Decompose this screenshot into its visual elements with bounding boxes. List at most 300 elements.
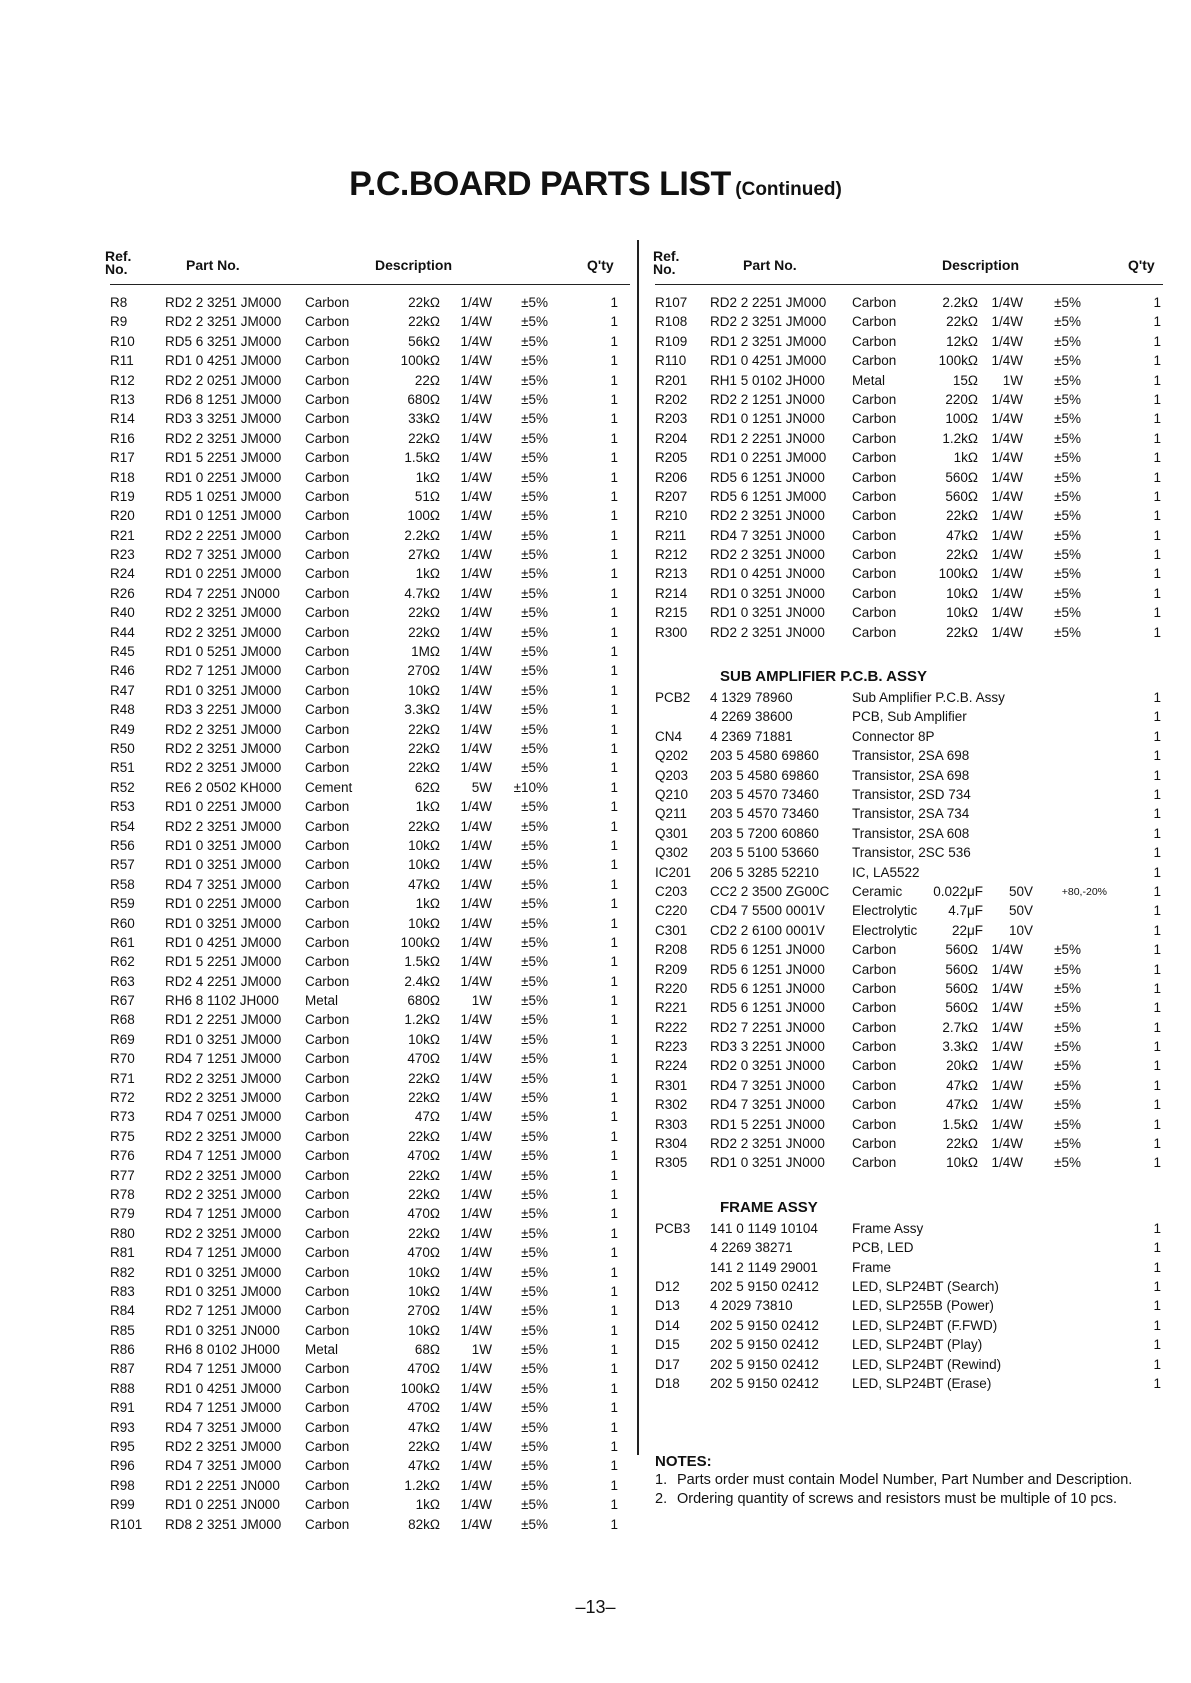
tolerance-cell: ±5% <box>521 934 548 950</box>
tolerance-cell: ±5% <box>521 1497 548 1513</box>
part-number-cell: RD2 2 3251 JM000 <box>165 760 282 776</box>
qty-cell: 1 <box>1153 508 1161 524</box>
type-cell: Carbon <box>305 1070 350 1086</box>
qty-cell: 1 <box>610 1283 618 1299</box>
part-number-cell: RD1 0 3251 JN000 <box>710 605 825 621</box>
part-number-cell: 203 5 7200 60860 <box>710 825 819 841</box>
ref-cell: R303 <box>655 1116 688 1132</box>
qty-cell: 1 <box>610 1361 618 1377</box>
ref-cell: R52 <box>110 779 135 795</box>
qty-cell: 1 <box>610 1128 618 1144</box>
wattage-cell: 1/4W <box>460 1380 492 1396</box>
qty-cell: 1 <box>610 993 618 1009</box>
table-row <box>110 1185 630 1204</box>
table-row <box>110 1515 630 1534</box>
qty-cell: 1 <box>1153 566 1161 582</box>
part-number-cell: 203 5 4580 69860 <box>710 748 819 764</box>
part-number-cell: RD2 2 3251 JM000 <box>165 1167 282 1183</box>
value-cell: 10kΩ <box>408 857 440 873</box>
qty-cell: 1 <box>610 1051 618 1067</box>
part-number-cell: 4 2369 71881 <box>710 728 793 744</box>
description-cell: Frame Assy <box>852 1220 924 1236</box>
tolerance-cell: ±5% <box>1054 391 1081 407</box>
description-cell: Transistor, 2SA 698 <box>852 748 970 764</box>
table-row <box>110 545 630 564</box>
qty-cell: 1 <box>610 411 618 427</box>
part-number-cell: 4 2029 73810 <box>710 1298 793 1314</box>
type-cell: Carbon <box>852 1039 897 1055</box>
note-item <box>655 1491 1155 1509</box>
tolerance-cell: ±5% <box>1054 430 1081 446</box>
qty-cell: 1 <box>1153 1000 1161 1016</box>
qty-cell: 1 <box>610 799 618 815</box>
value-cell: 47kΩ <box>408 1419 440 1435</box>
tolerance-cell: ±10% <box>513 779 548 795</box>
qty-cell: 1 <box>1153 547 1161 563</box>
qty-cell: 1 <box>610 857 618 873</box>
table-row <box>655 1115 1163 1134</box>
wattage-cell: 1/4W <box>460 1477 492 1493</box>
part-number-cell: RH6 8 1102 JH000 <box>165 993 279 1009</box>
ref-cell: R18 <box>110 469 135 485</box>
table-row <box>110 1010 630 1029</box>
wattage-cell: 1/4W <box>460 663 492 679</box>
qty-cell: 1 <box>1153 767 1161 783</box>
table-row <box>110 1243 630 1262</box>
ref-cell: R19 <box>110 488 135 504</box>
type-cell: Carbon <box>305 1264 350 1280</box>
ref-cell: D17 <box>655 1356 680 1372</box>
qty-cell: 1 <box>1153 527 1161 543</box>
type-cell: Carbon <box>305 469 350 485</box>
part-number-cell: 4 2269 38271 <box>710 1240 793 1256</box>
qty-cell: 1 <box>610 488 618 504</box>
tolerance-cell: ±5% <box>521 1419 548 1435</box>
type-cell: Carbon <box>852 391 897 407</box>
ref-cell: R302 <box>655 1097 688 1113</box>
part-number-cell: RD1 0 2251 JM000 <box>710 450 827 466</box>
part-number-cell: RD1 0 3251 JM000 <box>165 1031 282 1047</box>
qty-cell: 1 <box>610 527 618 543</box>
table-row <box>110 836 630 855</box>
type-cell: Carbon <box>852 488 897 504</box>
part-number-cell: CD2 2 6100 0001V <box>710 922 825 938</box>
wattage-cell: 1/4W <box>460 1070 492 1086</box>
value-cell: 33kΩ <box>408 411 440 427</box>
qty-cell: 1 <box>1153 690 1161 706</box>
qty-cell: 1 <box>1153 1039 1161 1055</box>
qty-cell: 1 <box>1153 961 1161 977</box>
tolerance-cell: ±5% <box>521 954 548 970</box>
tolerance-cell: ±5% <box>521 818 548 834</box>
type-cell: Carbon <box>305 721 350 737</box>
part-number-cell: RD1 0 2251 JN000 <box>165 1497 280 1513</box>
table-row <box>110 1456 630 1475</box>
value-cell: 27kΩ <box>408 547 440 563</box>
header-ref: Ref. No. <box>105 248 132 277</box>
part-number-cell: RD2 2 3251 JM000 <box>165 740 282 756</box>
part-number-cell: RD5 6 1251 JM000 <box>710 488 827 504</box>
ref-cell: R88 <box>110 1380 135 1396</box>
description-cell: Frame <box>852 1259 892 1275</box>
value-cell: 1.5kΩ <box>404 450 440 466</box>
value-cell: 68Ω <box>414 1342 440 1358</box>
value-cell: 100kΩ <box>400 353 440 369</box>
tolerance-cell: ±5% <box>1054 1000 1081 1016</box>
ref-cell: R300 <box>655 624 688 640</box>
tolerance-cell: ±5% <box>1054 353 1081 369</box>
table-row <box>655 901 1163 920</box>
ref-cell: R224 <box>655 1058 688 1074</box>
part-number-cell: RD1 2 3251 JM000 <box>710 333 827 349</box>
tolerance-cell: ±5% <box>521 508 548 524</box>
table-row <box>110 1127 630 1146</box>
qty-cell: 1 <box>610 1516 618 1532</box>
part-number-cell: RD2 2 3251 JM000 <box>165 1225 282 1241</box>
ref-cell: R204 <box>655 430 688 446</box>
wattage-cell: 1/4W <box>460 1012 492 1028</box>
qty-cell: 1 <box>1153 728 1161 744</box>
part-number-cell: RD1 0 3251 JN000 <box>165 1322 280 1338</box>
part-number-cell: RD1 0 2251 JM000 <box>165 566 282 582</box>
tolerance-cell: ±5% <box>521 993 548 1009</box>
table-row <box>110 1379 630 1398</box>
type-cell: Carbon <box>305 333 350 349</box>
wattage-cell: 1/4W <box>460 1109 492 1125</box>
qty-cell: 1 <box>1153 942 1161 958</box>
part-number-cell: RD2 2 0251 JM000 <box>165 372 282 388</box>
qty-cell: 1 <box>610 702 618 718</box>
table-row <box>110 875 630 894</box>
table-row <box>110 739 630 758</box>
ref-cell: R304 <box>655 1136 688 1152</box>
type-cell: Carbon <box>305 876 350 892</box>
part-number-cell: 203 5 5100 53660 <box>710 845 819 861</box>
type-cell: Carbon <box>852 1000 897 1016</box>
tolerance-cell: ±5% <box>521 1264 548 1280</box>
table-row <box>655 1056 1163 1075</box>
table-row <box>110 603 630 622</box>
table-row <box>655 564 1163 583</box>
value-cell: 51Ω <box>414 488 440 504</box>
value-cell: 560Ω <box>945 1000 978 1016</box>
wattage-cell: 1/4W <box>460 1031 492 1047</box>
qty-cell: 1 <box>610 1012 618 1028</box>
value-cell: 22kΩ <box>408 430 440 446</box>
qty-cell: 1 <box>610 1400 618 1416</box>
value-cell: 220Ω <box>945 391 978 407</box>
type-cell: Carbon <box>305 430 350 446</box>
type-cell: Carbon <box>305 1090 350 1106</box>
type-cell: Carbon <box>305 915 350 931</box>
part-number-cell: RD2 2 3251 JM000 <box>165 1128 282 1144</box>
ref-cell: Q301 <box>655 825 689 841</box>
table-row <box>655 1335 1163 1354</box>
wattage-cell: 1/4W <box>460 1128 492 1144</box>
qty-cell: 1 <box>1153 845 1161 861</box>
value-cell: 470Ω <box>407 1361 440 1377</box>
value-cell: 1.2kΩ <box>404 1477 440 1493</box>
table-header <box>655 246 1163 285</box>
part-number-cell: RD4 7 3251 JN000 <box>710 527 825 543</box>
ref-cell: R60 <box>110 915 135 931</box>
value-cell: 22kΩ <box>946 624 978 640</box>
tolerance-cell: ±5% <box>521 1128 548 1144</box>
table-row <box>110 351 630 370</box>
voltage-cell: 50V <box>1008 903 1033 919</box>
ref-cell: Q210 <box>655 786 689 802</box>
table-row <box>655 293 1163 312</box>
part-number-cell: RD1 0 4251 JN000 <box>710 566 825 582</box>
ref-cell: R223 <box>655 1039 688 1055</box>
table-row <box>655 863 1163 882</box>
header-description: Description <box>375 257 453 273</box>
value-cell: 22kΩ <box>946 1136 978 1152</box>
value-cell: 1MΩ <box>411 644 440 660</box>
wattage-cell: 1/4W <box>460 954 492 970</box>
part-number-cell: RD2 2 3251 JM000 <box>165 1439 282 1455</box>
part-number-cell: RD5 6 1251 JN000 <box>710 961 825 977</box>
description-cell: Transistor, 2SC 536 <box>852 845 971 861</box>
ref-cell: R20 <box>110 508 135 524</box>
type-cell: Carbon <box>305 527 350 543</box>
qty-cell: 1 <box>610 837 618 853</box>
tolerance-cell: ±5% <box>1054 1039 1081 1055</box>
value-cell: 10kΩ <box>408 1322 440 1338</box>
part-number-cell: RD4 7 1251 JM000 <box>165 1206 282 1222</box>
ref-cell: R96 <box>110 1458 135 1474</box>
ref-cell: R109 <box>655 333 688 349</box>
tolerance-cell: ±5% <box>521 1148 548 1164</box>
part-number-cell: RD2 2 3251 JM000 <box>165 624 282 640</box>
description-cell: Transistor, 2SA 734 <box>852 806 970 822</box>
value-cell: 47kΩ <box>408 876 440 892</box>
qty-cell: 1 <box>610 1090 618 1106</box>
part-number-cell: RD1 5 2251 JN000 <box>710 1116 825 1132</box>
qty-cell: 1 <box>1153 980 1161 996</box>
table-row <box>655 1355 1163 1374</box>
wattage-cell: 1/4W <box>460 973 492 989</box>
table-row <box>655 940 1163 959</box>
qty-cell: 1 <box>610 508 618 524</box>
qty-cell: 1 <box>1153 806 1161 822</box>
wattage-cell: 1/4W <box>991 314 1023 330</box>
value-cell: 22kΩ <box>408 721 440 737</box>
type-cell: Carbon <box>852 411 897 427</box>
title-main: P.C.BOARD PARTS LIST <box>349 165 731 203</box>
type-cell: Carbon <box>305 663 350 679</box>
table-row <box>110 1437 630 1456</box>
tolerance-cell: ±5% <box>521 605 548 621</box>
tolerance-cell: ±5% <box>521 1167 548 1183</box>
value-cell: 47kΩ <box>408 1458 440 1474</box>
ref-cell: R62 <box>110 954 135 970</box>
ref-cell: R47 <box>110 682 135 698</box>
value-cell: 22kΩ <box>408 1186 440 1202</box>
table-row <box>110 661 630 680</box>
wattage-cell: 1W <box>471 993 492 1009</box>
value-cell: 10kΩ <box>408 1264 440 1280</box>
value-cell: 470Ω <box>407 1400 440 1416</box>
table-header <box>105 246 630 285</box>
tolerance-cell: ±5% <box>521 1342 548 1358</box>
type-cell: Carbon <box>305 837 350 853</box>
ref-cell: R85 <box>110 1322 135 1338</box>
value-cell: 20kΩ <box>946 1058 978 1074</box>
ref-cell: R46 <box>110 663 135 679</box>
ref-cell: R9 <box>110 314 128 330</box>
wattage-cell: 1/4W <box>991 527 1023 543</box>
wattage-cell: 1/4W <box>460 818 492 834</box>
ref-cell: R13 <box>110 391 135 407</box>
ref-cell: Q203 <box>655 767 689 783</box>
wattage-cell: 1/4W <box>460 585 492 601</box>
tolerance-cell: ±5% <box>521 896 548 912</box>
qty-cell: 1 <box>610 333 618 349</box>
tolerance-cell: ±5% <box>1054 585 1081 601</box>
tolerance-cell: ±5% <box>521 1186 548 1202</box>
qty-cell: 1 <box>1153 1220 1161 1236</box>
type-cell: Carbon <box>305 295 350 310</box>
value-cell: 100Ω <box>945 411 978 427</box>
qty-cell: 1 <box>610 314 618 330</box>
part-number-cell: RD2 2 3251 JM000 <box>165 314 282 330</box>
note-item <box>655 1472 1155 1490</box>
tolerance-cell: ±5% <box>1054 980 1081 996</box>
value-cell: 1.2kΩ <box>942 430 978 446</box>
type-cell: Carbon <box>852 469 897 485</box>
ref-cell: R40 <box>110 605 135 621</box>
part-number-cell: RD1 0 4251 JM000 <box>165 934 282 950</box>
qty-cell: 1 <box>610 779 618 795</box>
table-row <box>110 332 630 351</box>
tolerance-cell: ±5% <box>521 1322 548 1338</box>
value-cell: 22kΩ <box>408 818 440 834</box>
part-number-cell: 202 5 9150 02412 <box>710 1278 819 1294</box>
wattage-cell: 1/4W <box>460 391 492 407</box>
wattage-cell: 1/4W <box>460 1225 492 1241</box>
qty-cell: 1 <box>610 1264 618 1280</box>
table-row <box>655 312 1163 331</box>
value-cell: 100Ω <box>407 508 440 524</box>
ref-cell: R79 <box>110 1206 135 1222</box>
table-row <box>110 1107 630 1126</box>
part-number-cell: RD2 7 2251 JN000 <box>710 1019 825 1035</box>
value-cell: 22kΩ <box>408 1225 440 1241</box>
tolerance-cell: ±5% <box>521 682 548 698</box>
value-cell: 1.5kΩ <box>942 1116 978 1132</box>
ref-cell: R23 <box>110 547 135 563</box>
table-row <box>655 1238 1163 1257</box>
table-row <box>110 720 630 739</box>
qty-cell: 1 <box>1153 624 1161 640</box>
ref-cell: R107 <box>655 295 688 310</box>
wattage-cell: 1/4W <box>991 469 1023 485</box>
ref-cell: CN4 <box>655 728 683 744</box>
value-cell: 100kΩ <box>938 353 978 369</box>
note-number: 2. <box>655 1490 668 1507</box>
wattage-cell: 1/4W <box>460 857 492 873</box>
table-row <box>110 1166 630 1185</box>
qty-cell: 1 <box>1153 430 1161 446</box>
part-number-cell: RD2 2 3251 JM000 <box>165 605 282 621</box>
tolerance-cell: ±5% <box>521 702 548 718</box>
tolerance-cell: ±5% <box>1054 508 1081 524</box>
table-row <box>655 1037 1163 1056</box>
table-row <box>110 564 630 583</box>
tolerance-cell: ±5% <box>1054 333 1081 349</box>
value-cell: 3.3kΩ <box>404 702 440 718</box>
type-cell: Carbon <box>852 333 897 349</box>
tolerance-cell: ±5% <box>1054 295 1081 310</box>
tolerance-cell: ±5% <box>1054 1019 1081 1035</box>
ref-cell: R68 <box>110 1012 135 1028</box>
tolerance-cell: ±5% <box>521 1361 548 1377</box>
part-number-cell: RD1 2 2251 JM000 <box>165 1012 282 1028</box>
ref-cell: R48 <box>110 702 135 718</box>
qty-cell: 1 <box>610 973 618 989</box>
part-number-cell: RD1 5 2251 JM000 <box>165 450 282 466</box>
ref-cell: R222 <box>655 1019 688 1035</box>
type-cell: Carbon <box>852 295 897 310</box>
table-row <box>655 1018 1163 1037</box>
table-row <box>110 700 630 719</box>
header-description: Description <box>942 257 1020 273</box>
ref-cell: C220 <box>655 903 688 919</box>
part-number-cell: 206 5 3285 52210 <box>710 864 819 880</box>
ref-cell: R101 <box>110 1516 143 1532</box>
table-row <box>110 1340 630 1359</box>
type-cell: Carbon <box>305 624 350 640</box>
wattage-cell: 1/4W <box>991 333 1023 349</box>
description-cell: IC, LA5522 <box>852 864 920 880</box>
type-cell: Carbon <box>305 934 350 950</box>
table-row <box>655 409 1163 428</box>
ref-cell: R73 <box>110 1109 135 1125</box>
wattage-cell: 1/4W <box>991 450 1023 466</box>
wattage-cell: 1/4W <box>460 876 492 892</box>
qty-cell: 1 <box>610 682 618 698</box>
type-cell: Carbon <box>305 973 350 989</box>
table-row <box>655 882 1163 901</box>
wattage-cell: 1/4W <box>460 1303 492 1319</box>
qty-cell: 1 <box>1153 469 1161 485</box>
frame-parts-list <box>655 1219 1163 1394</box>
value-cell: 100kΩ <box>400 934 440 950</box>
wattage-cell: 1/4W <box>460 1439 492 1455</box>
ref-cell: R11 <box>110 353 134 369</box>
description-cell: LED, SLP24BT (Erase) <box>852 1375 992 1391</box>
ref-cell: R86 <box>110 1342 135 1358</box>
value-cell: 22Ω <box>414 372 440 388</box>
table-row <box>110 1398 630 1417</box>
header-part-no: Part No. <box>186 257 240 273</box>
ref-cell: R98 <box>110 1477 135 1493</box>
value-cell: 10kΩ <box>408 837 440 853</box>
ref-cell: R14 <box>110 411 135 427</box>
tolerance-cell: ±5% <box>521 1439 548 1455</box>
table-row <box>655 448 1163 467</box>
ref-cell: R110 <box>655 353 687 369</box>
part-number-cell: RD2 2 1251 JN000 <box>710 391 825 407</box>
qty-cell: 1 <box>1153 709 1161 725</box>
ref-cell: R211 <box>655 527 687 543</box>
tolerance-cell: ±5% <box>521 1090 548 1106</box>
qty-cell: 1 <box>610 740 618 756</box>
qty-cell: 1 <box>1153 1317 1161 1333</box>
table-row <box>110 758 630 777</box>
value-cell: 560Ω <box>945 942 978 958</box>
